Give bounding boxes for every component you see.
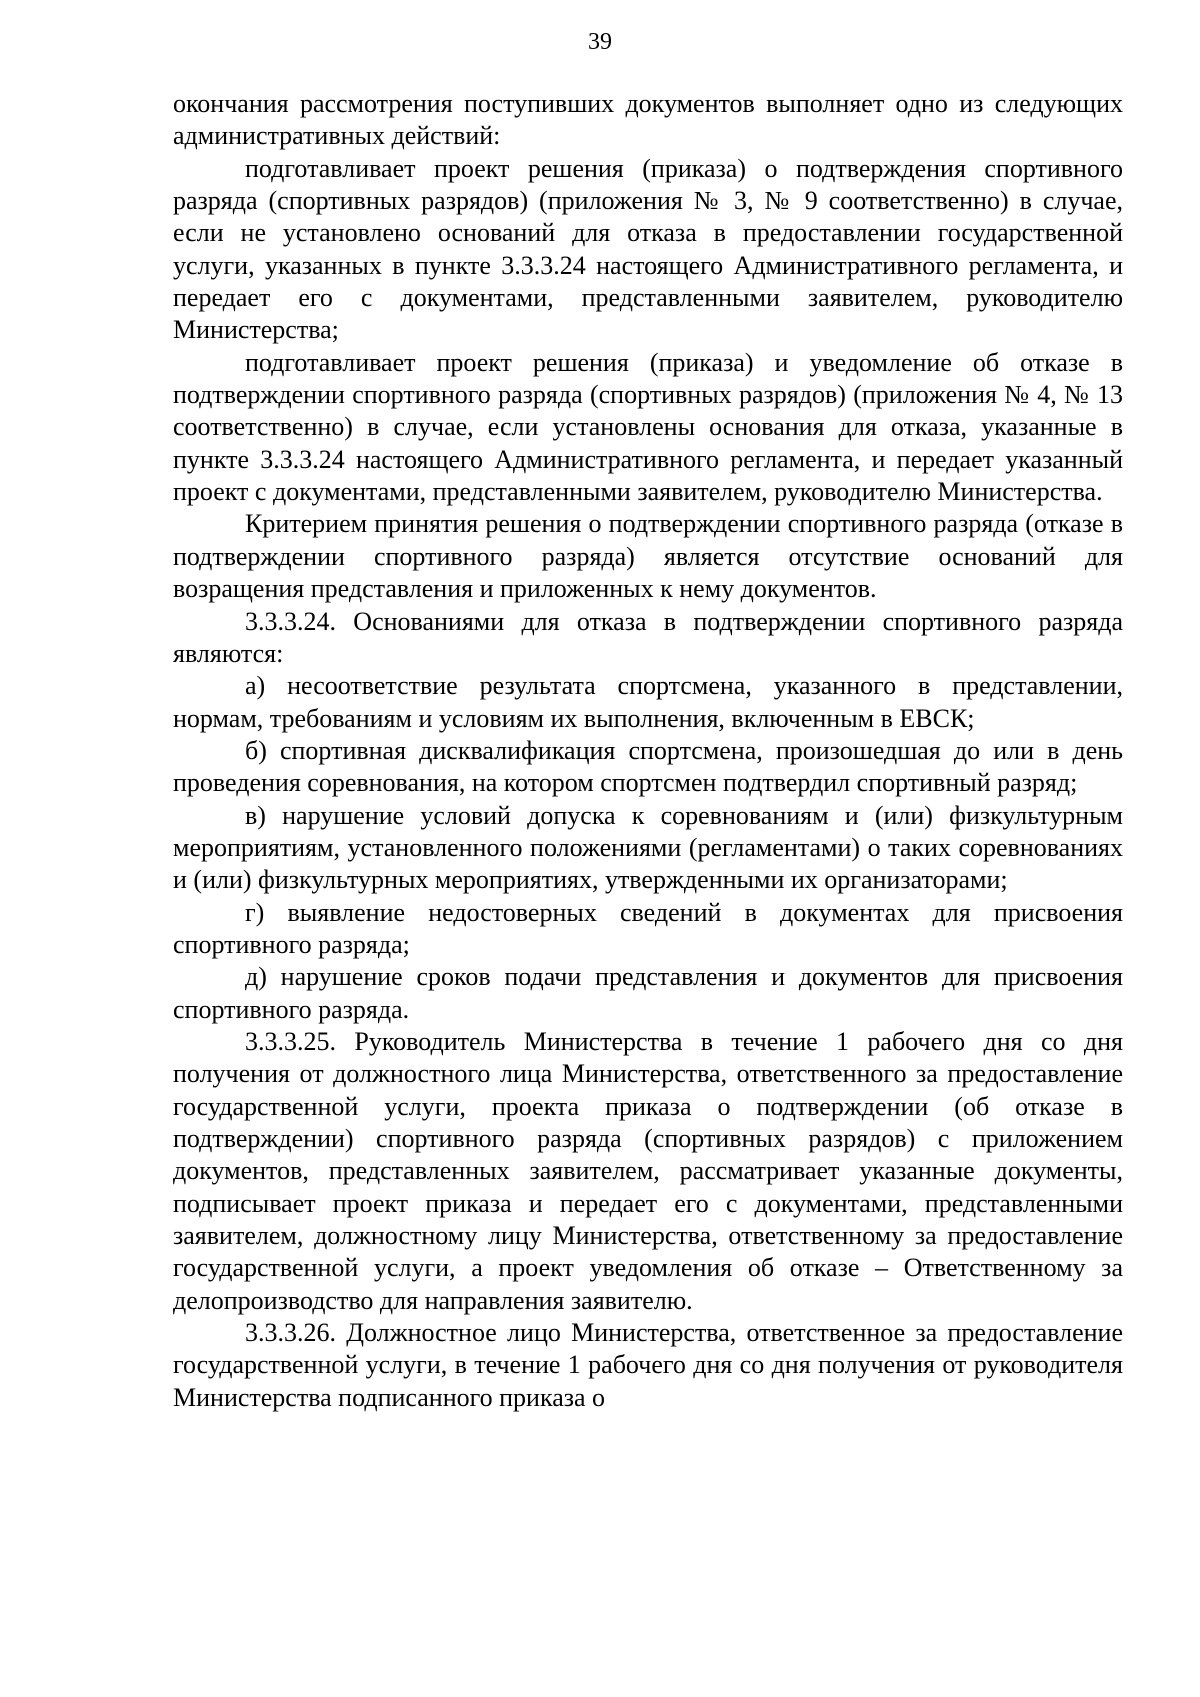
list-item-a: а) несоответствие результата спортсмена, указанного в представлении, нормам, требованиям и условиям их выполнения, включенным в ЕВСК;: [173, 671, 1123, 733]
paragraph-3-3-3-25: 3.3.3.25. Руководитель Министерства в течение 1 рабочего дня со дня получения от должностного лица Министерства, ответственного за предоставление государственной услуги, проекта приказа о подтверждении (об отказе в подтверждении) спортивного разряда (спортивных разрядов) с приложением документов, представленных заявителем, рассматривает указанные документы, подписывает проект приказа и передает его с документами, представленными заявителем, должностному лицу Министерства, ответственному за предоставление государственной услуги, а проект уведомления об отказе – Ответственному за делопроизводство для направления заявителю.: [173, 1026, 1123, 1315]
page-number: 39: [588, 29, 612, 55]
paragraph-decision-criterion: Критерием принятия решения о подтверждении спортивного разряда (отказе в подтверждении спортивного разряда) является отсутствие оснований для возращения представления и приложенных к нему документов.: [173, 509, 1123, 604]
document-body: [173, 88, 1123, 1414]
list-item-g: г) выявление недостоверных сведений в документах для присвоения спортивного разряда;: [173, 897, 1123, 959]
list-item-v: в) нарушение условий допуска к соревнованиям и (или) физкультурным мероприятиям, установленного положениями (регламентами) о таких соревнованиях и (или) физкультурных мероприятиях, утвержденными их организаторами;: [173, 800, 1123, 895]
paragraph-prepare-refusal: подготавливает проект решения (приказа) и уведомление об отказе в подтверждении спортивного разряда (спортивных разрядов) (приложения № 4, № 13 соответственно) в случае, если установлены основания для отказа, указанные в пункте 3.3.3.24 настоящего Административного регламента, и передает указанный проект с документами, представленными заявителем, руководителю Министерства.: [173, 347, 1123, 507]
paragraph-3-3-3-26: 3.3.3.26. Должностное лицо Министерства, ответственное за предоставление государственной услуги, в течение 1 рабочего дня со дня получения от руководителя Министерства подписанного приказа о: [173, 1318, 1123, 1412]
paragraph-3-3-3-24: 3.3.3.24. Основаниями для отказа в подтверждении спортивного разряда являются:: [173, 606, 1123, 668]
paragraph-prepare-confirmation: подготавливает проект решения (приказа) о подтверждения спортивного разряда (спортивных разрядов) (приложения № 3, № 9 соответственно) в случае, если не установлено оснований для отказа в предоставлении государственной услуги, указанных в пункте 3.3.3.24 настоящего Административного регламента, и передает его с документами, представленными заявителем, руководителю Министерства;: [173, 153, 1123, 345]
paragraph-continuation: окончания рассмотрения поступивших документов выполняет одно из следующих административных действий:: [173, 89, 1123, 151]
list-item-b: б) спортивная дисквалификация спортсмена, произошедшая до или в день проведения соревнования, на котором спортсмен подтвердил спортивный разряд;: [173, 735, 1123, 798]
list-item-d: д) нарушение сроков подачи представления и документов для присвоения спортивного разряда.: [173, 962, 1123, 1024]
